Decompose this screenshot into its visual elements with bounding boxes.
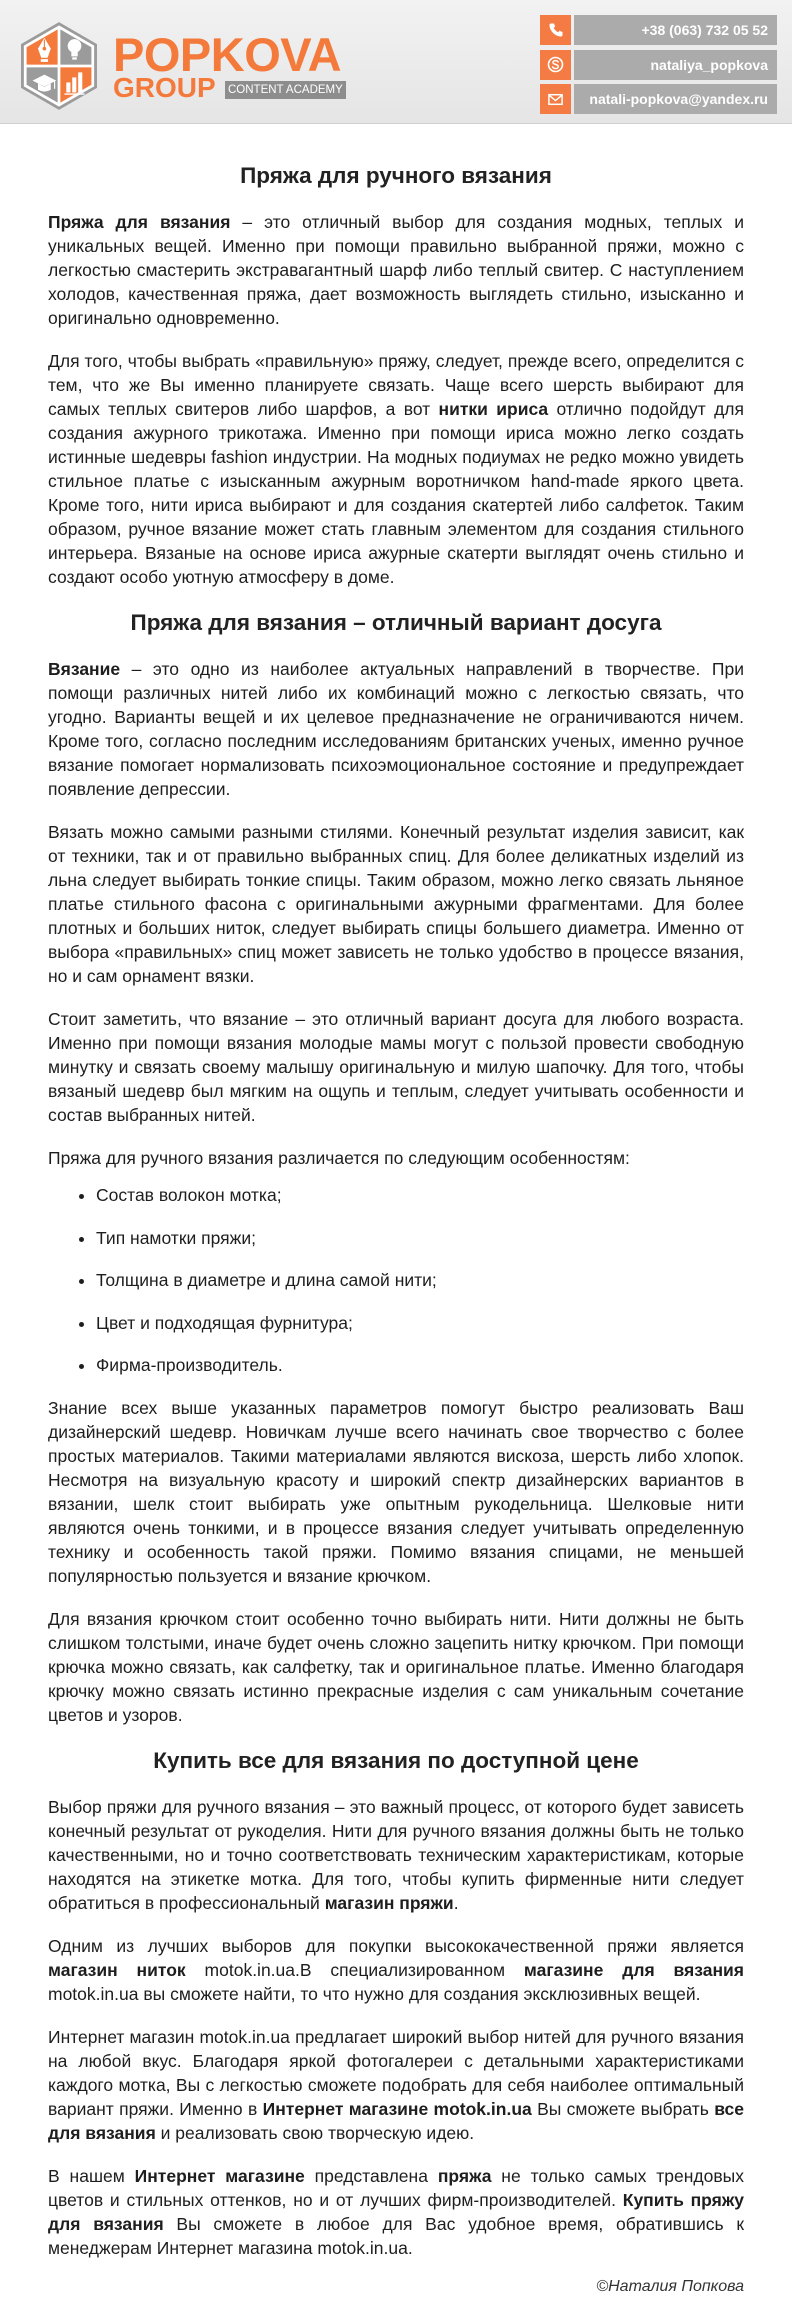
page-title: Пряжа для ручного вязания xyxy=(240,163,552,188)
paragraph xyxy=(48,1607,744,1727)
contact-skype-value: nataliya_popkova xyxy=(574,50,777,80)
list-item: • Цвет и подходящая фурнитура; xyxy=(96,1311,744,1335)
paragraph xyxy=(48,210,744,330)
list-item: • Тип намотки пряжи; xyxy=(96,1226,744,1250)
text-run: и реализовать свою творческую идею. xyxy=(155,2122,475,2143)
bold-text: Пряжа для вязания xyxy=(48,212,231,232)
bold-text: Интернет магазине xyxy=(134,2165,305,2186)
brand-name: POPKOVA xyxy=(113,28,342,81)
article-main xyxy=(0,124,792,2299)
text-run: В нашем xyxy=(48,2165,135,2186)
text-run: Вязать можно самыми разными стилями. Конечный результат изделия зависит, как от техники, так и от правильно выбранных спиц. Для более деликатных изделий из льна следует выбирать тонкие спицы. Таким образом, можно легко связать льняное платье стильного фасона с оригинальными ажурными фрагментами. Для более плотных и больших ниток, следует выбирать спицы большего диаметра. Именно от выбора «правильных» спиц может зависеть не только удобство в процессе вязания, но и сам орнамент вязки. xyxy=(48,822,744,986)
text-run: motok.in.ua.В специализированном xyxy=(185,1959,524,1980)
bold-text: все для вязания xyxy=(48,2098,744,2143)
paragraph xyxy=(48,820,744,988)
bold-text: Вязание xyxy=(48,659,121,679)
skype-icon xyxy=(540,50,571,80)
paragraph xyxy=(48,1795,744,1915)
paragraph xyxy=(48,1934,744,2006)
text-run: Пряжа для ручного вязания различается по следующим особенностям: xyxy=(48,1148,630,1168)
bold-text: Интернет магазине motok.in.ua xyxy=(262,2098,532,2119)
text-run: . xyxy=(453,1892,459,1913)
contact-phone-value: +38 (063) 732 05 52 xyxy=(574,15,777,45)
text-run: Вы сможете выбрать xyxy=(531,2098,715,2119)
paragraph xyxy=(48,1396,744,1588)
contact-email-value: natali-popkova@yandex.ru xyxy=(574,84,777,114)
bold-text: нитки ириса xyxy=(438,399,549,419)
text-run: Выбор пряжи для ручного вязания – это важный процесс, от которого будет зависеть конечный результат от рукоделия. Нити для ручного вязания должны быть не только качественными, но и точно соответствовать техническим характеристикам, которые находятся на этикетке мотка. Для того, чтобы купить фирменные нити следует обратиться в профессиональный xyxy=(48,1796,744,1913)
hexagon-logo-icon xyxy=(17,20,101,112)
bold-text: пряжа xyxy=(437,2165,492,2186)
paragraph xyxy=(48,1007,744,1127)
bold-text: магазин пряжи xyxy=(324,1892,454,1913)
contact-phone[interactable] xyxy=(540,15,777,45)
paragraph xyxy=(48,2164,744,2260)
text-run: отлично подойдут для создания ажурного трикотажа. Именно при помощи ириса можно легко создать истинные шедевры fashion индустрии. На модных подиумах не редко можно увидеть стильное платье с изысканным ажурным воротничком hand-made яркого цвета. Кроме того, нити ириса выбирают и для создания скатертей либо салфеток. Таким образом, ручное вязание может стать главным элементом для создания стильного интерьера. Вязаные на основе ириса ажурные скатерти выглядят очень стильно и создают особо уютную атмосферу в доме. xyxy=(48,399,744,587)
text-run: – это отличный выбор для создания модных, теплых и уникальных вещей. Именно при помощи правильно выбранной пряжи, можно с легкостью смастерить экстравагантный шарф либо теплый свитер. С наступлением холодов, качественная пряжа, дает возможность выглядеть стильно, изысканно и оригинально одновременно. xyxy=(48,212,744,328)
section-heading: Пряжа для вязания – отличный вариант досуга xyxy=(130,610,662,635)
paragraph xyxy=(48,349,744,589)
contact-list xyxy=(540,15,777,119)
text-run: не только самых трендовых цветов и стильных оттенков, но и от лучших фирм-производителей. xyxy=(48,2165,744,2210)
brand-tagline: CONTENT ACADEMY xyxy=(225,81,346,99)
site-header xyxy=(0,0,792,124)
phone-icon xyxy=(540,15,571,45)
text-run: Вы сможете в любое для Вас удобное время, обратившись к менеджерам Интернет магазина motok.in.ua. xyxy=(48,2213,744,2258)
text-run: Для того, чтобы выбрать «правильную» пряжу, следует, прежде всего, определится с тем, что же Вы именно планируете связать. Чаще всего шерсть выбирают для самых теплых свитеров либо шарфов, а вот xyxy=(48,351,744,419)
paragraph xyxy=(48,1146,744,1170)
text-run: Для вязания крючком стоит особенно точно выбирать нити. Нити должны не быть слишком толстыми, иначе будет очень сложно зацепить нитку крючком. При помощи крючка можно связать, как салфетку, так и оригинальное платье. Именно благодаря крючку можно связать истинно прекрасные изделия с сам уникальным сочетание цветов и узоров. xyxy=(48,1608,744,1725)
site-logo[interactable] xyxy=(0,0,360,123)
contact-skype[interactable] xyxy=(540,50,777,80)
bold-text: магазине для вязания xyxy=(523,1959,744,1980)
paragraph xyxy=(48,657,744,801)
list-item: • Толщина в диаметре и длина самой нити; xyxy=(96,1268,744,1292)
envelope-icon xyxy=(540,84,571,114)
text-run: Стоит заметить, что вязание – это отличный вариант досуга для любого возраста. Именно при помощи вязания молодые мамы могут с пользой провести свободную минутку и связать своему малышу оригинальную и милую шапочку. Для того, чтобы вязаный шедевр был мягким на ощупь и теплым, следует учитывать особенности и состав выбранных нитей. xyxy=(48,1009,744,1125)
article-body xyxy=(48,161,744,2260)
contact-email[interactable] xyxy=(540,84,777,114)
author-signature: ©Наталия Попкова xyxy=(596,2277,744,2295)
list-item: • Состав волокон мотка; xyxy=(96,1183,744,1207)
list-item: • Фирма-производитель. xyxy=(96,1353,744,1377)
text-run: Знание всех выше указанных параметров помогут быстро реализовать Ваш дизайнерский шедевр. Новичкам лучше всего начинать свое творчество с более простых материалов. Такими материалами являются вискоза, шерсть либо хлопок. Несмотря на визуальную красоту и широкий спектр дизайнерских вариантов в вязании, шелк стоит выбирать уже опытным рукодельница. Шелковые нити являются очень тонкими, и в процессе вязания следует учитывать определенную технику и особенность такой пряжи. Помимо вязания спицами, не меньшей популярностью пользуется и вязание крючком. xyxy=(48,1397,744,1586)
brand-subname: GROUP xyxy=(113,72,216,103)
section-heading: Купить все для вязания по доступной цене xyxy=(153,1747,639,1773)
text-run: Одним из лучших выборов для покупки высококачественной пряжи является xyxy=(48,1935,744,1956)
bold-text: магазин ниток xyxy=(48,1959,186,1980)
text-run: представлена xyxy=(304,2165,438,2186)
bold-text: Купить пряжу для вязания xyxy=(48,2189,744,2234)
paragraph xyxy=(48,2025,744,2145)
text-run: – это одно из наиболее актуальных направлений в творчестве. При помощи различных нитей либо их комбинаций можно с легкостью связать, что угодно. Варианты вещей и их целевое предназначение не ограничиваются ничем. Кроме того, согласно последним исследованиям британских ученых, именно ручное вязание помогает нормализовать психоэмоциональное состояние и предупреждает появление депрессии. xyxy=(48,659,744,799)
feature-list xyxy=(48,1183,744,1377)
text-run: motok.in.ua вы сможете найти, то что нужно для создания эксклюзивных вещей. xyxy=(48,1983,701,2004)
text-run: Интернет магазин motok.in.ua предлагает широкий выбор нитей для ручного вязания на любой вкус. Благодаря яркой фотогалереи с детальными характеристиками каждого мотка, Вы с легкостью сможете подобрать для себя наиболее оптимальный вариант пряжи. Именно в xyxy=(48,2026,744,2119)
